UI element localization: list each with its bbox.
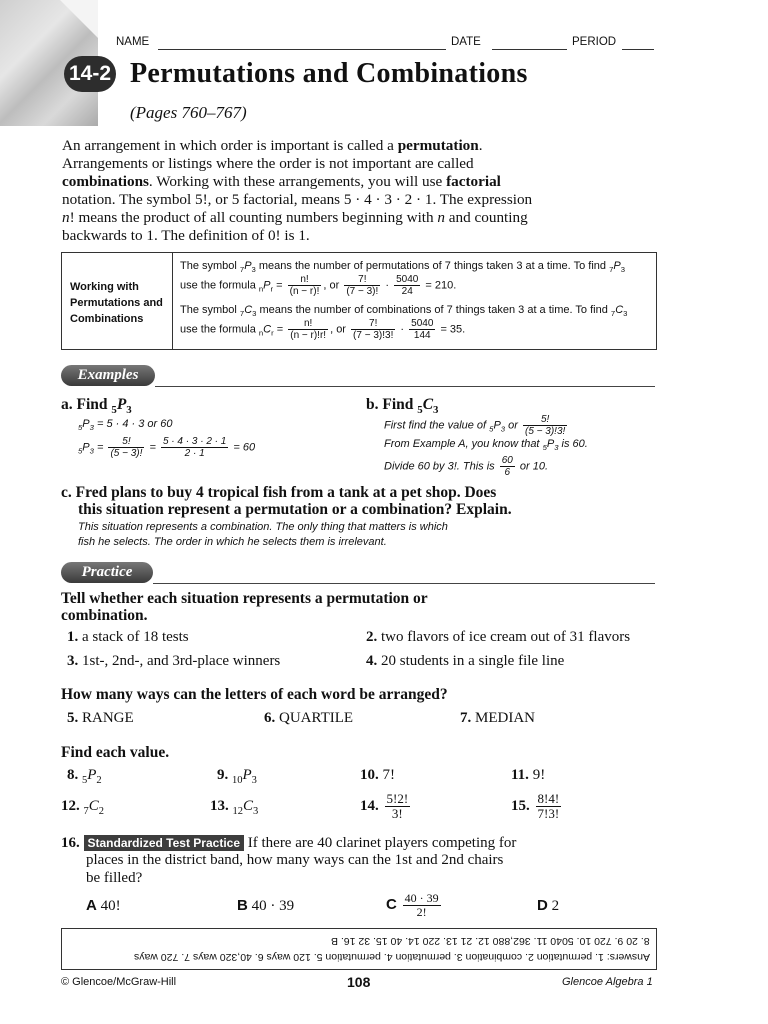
answer-key-box bbox=[61, 928, 657, 970]
page-number: 108 bbox=[347, 974, 371, 990]
date-field[interactable] bbox=[492, 36, 567, 50]
problem-11: 11. 9! bbox=[511, 767, 546, 783]
page-title: Permutations and Combinations bbox=[130, 58, 528, 89]
example-c-answer-2: fish he selects. The order in which he selects them is irrelevant. bbox=[78, 536, 387, 548]
period-field[interactable] bbox=[622, 36, 654, 50]
lesson-number-badge: 14-2 bbox=[64, 56, 116, 92]
problem-9: 9. $_{10}P_3$ bbox=[217, 767, 257, 786]
choice-b[interactable]: B 40 · 39 bbox=[237, 897, 295, 914]
problem-2: 2. two flavors of ice cream out of 31 flavors bbox=[366, 629, 631, 645]
practice-directions-1: Tell whether each situation represents a permutation or bbox=[61, 590, 428, 607]
problem-10: 10. 7! bbox=[360, 767, 395, 783]
example-b-work-3: Divide 60 by 3!. This is $\frac{60}{6}$ or 10. bbox=[384, 455, 549, 478]
examples-heading: Examples bbox=[61, 365, 155, 386]
answer-key-line-1: Answers: 1. permutation 2. combination 3. permutation 4. permutation 5. 120 ways 6. 40,320 ways 7. 720 ways bbox=[134, 951, 650, 963]
practice-directions-2: How many ways can the letters of each word be arranged? bbox=[61, 686, 448, 703]
box-line-2: use the formula $_nP_r$ = $\frac{n!}{(n - r)!}$ , or $\frac{7!}{(7 - 3)!}$ · $\frac{5040}{24}$ = 210. bbox=[180, 274, 457, 297]
box-line-4: use the formula $_nC_r$ = $\frac{n!}{(n - r)!r!}$ , or $\frac{7!}{(7 - 3)!3!}$ · $\frac{5040}{144}$ = 35. bbox=[180, 318, 466, 341]
footer-book-title: Glencoe Algebra 1 bbox=[562, 976, 653, 988]
period-label: PERIOD bbox=[572, 36, 617, 48]
formula-box-label: Working with Permutations and Combinations bbox=[70, 281, 163, 325]
example-c-question: c. Fred plans to buy 4 tropical fish from a tank at a pet shop. Does bbox=[61, 484, 497, 501]
intro-paragraph: An arrangement in which order is important is called a permutation. Arrangements or listings where the order is not important are called combinations. Working with these arrangements, you will use factorial notation. The symbol 5!, or 5 factorial, means 5 · 4 · 3 · 2 · 1. The expression n! means the product of all counting numbers beginning with n and counting backwards to 1. The definition of 0! is 1. bbox=[62, 137, 533, 244]
example-b-work-1: First find the value of $_5P_3$ or $\frac{5!}{(5 - 3)!3!}$ bbox=[384, 414, 566, 437]
example-b-work-2: From Example A, you know that $_5P_3$ is 60. bbox=[384, 438, 588, 453]
practice-directions-1b: combination. bbox=[61, 607, 148, 624]
problem-16-line-2: places in the district band, how many ways can the 1st and 2nd chairs bbox=[86, 852, 504, 868]
problem-15: 15. $\frac{8!4!}{7!3!}$ bbox=[511, 791, 560, 821]
problem-13: 13. $_{12}C_3$ bbox=[210, 798, 259, 817]
problem-6: 6. QUARTILE bbox=[264, 710, 354, 726]
example-c-question-2: this situation represent a permutation or a combination? Explain. bbox=[78, 501, 512, 518]
name-label: NAME bbox=[116, 36, 150, 48]
example-a-title: a. Find $_5P_3$ bbox=[61, 396, 132, 417]
footer-copyright: © Glencoe/McGraw-Hill bbox=[61, 976, 177, 988]
choice-d[interactable]: D 2 bbox=[537, 897, 560, 914]
term-permutation: permutation bbox=[397, 137, 479, 154]
problem-1: 1. a stack of 18 tests bbox=[67, 629, 189, 645]
examples-rule bbox=[155, 386, 655, 387]
choice-a[interactable]: A 40! bbox=[86, 897, 121, 914]
formula-box bbox=[61, 252, 657, 350]
standardized-test-tag: Standardized Test Practice bbox=[84, 835, 245, 851]
term-combinations: combinations bbox=[62, 173, 149, 190]
pages-reference: (Pages 760–767) bbox=[130, 103, 247, 122]
date-label: DATE bbox=[451, 36, 481, 48]
problem-14: 14. $\frac{5!2!}{3!}$ bbox=[360, 791, 409, 821]
problem-7: 7. MEDIAN bbox=[460, 710, 535, 726]
problem-4: 4. 20 students in a single file line bbox=[366, 653, 565, 669]
term-factorial: factorial bbox=[446, 173, 501, 190]
problem-12: 12. $_7C_2$ bbox=[61, 798, 105, 817]
example-c-answer-1: This situation represents a combination. The only thing that matters is which bbox=[78, 521, 448, 533]
answer-key-line-2: 8. 20 9. 720 10. 5040 11. 362,880 12. 21 13. 220 14. 40 15. 32 16. B bbox=[331, 935, 650, 947]
practice-heading: Practice bbox=[61, 562, 153, 583]
problem-3: 3. 1st-, 2nd-, and 3rd-place winners bbox=[67, 653, 281, 669]
practice-rule bbox=[153, 583, 655, 584]
example-b-title: b. Find $_5C_3$ bbox=[366, 396, 439, 417]
practice-directions-3: Find each value. bbox=[61, 744, 170, 761]
problem-5: 5. RANGE bbox=[67, 710, 134, 726]
box-line-3: The symbol $_7C_3$ means the number of combinations of 7 things taken 3 at a time. To find $_7C_3$ bbox=[180, 304, 628, 319]
problem-16-line-3: be filled? bbox=[86, 870, 143, 886]
name-field[interactable] bbox=[158, 36, 446, 50]
example-a-work-2: $_5P_3$ = $\frac{5!}{(5 - 3)!}$ = $\frac{5 \cdot 4 \cdot 3 \cdot 2 \cdot 1}{2 \cdot 1}$ = 60 bbox=[78, 436, 256, 459]
problem-16: 16. Standardized Test Practice If there are 40 clarinet players competing for bbox=[61, 835, 517, 851]
example-a-work-1: $_5P_3 = 5 \cdot 4 \cdot 3$ or 60 bbox=[78, 418, 173, 433]
problem-8: 8. $_5P_2$ bbox=[67, 767, 102, 786]
box-line-1: The symbol $_7P_3$ means the number of permutations of 7 things taken 3 at a time. To find $_7P_3$ bbox=[180, 260, 625, 275]
choice-c[interactable]: C $\frac{40 \cdot 39}{2!}$ bbox=[386, 891, 439, 919]
